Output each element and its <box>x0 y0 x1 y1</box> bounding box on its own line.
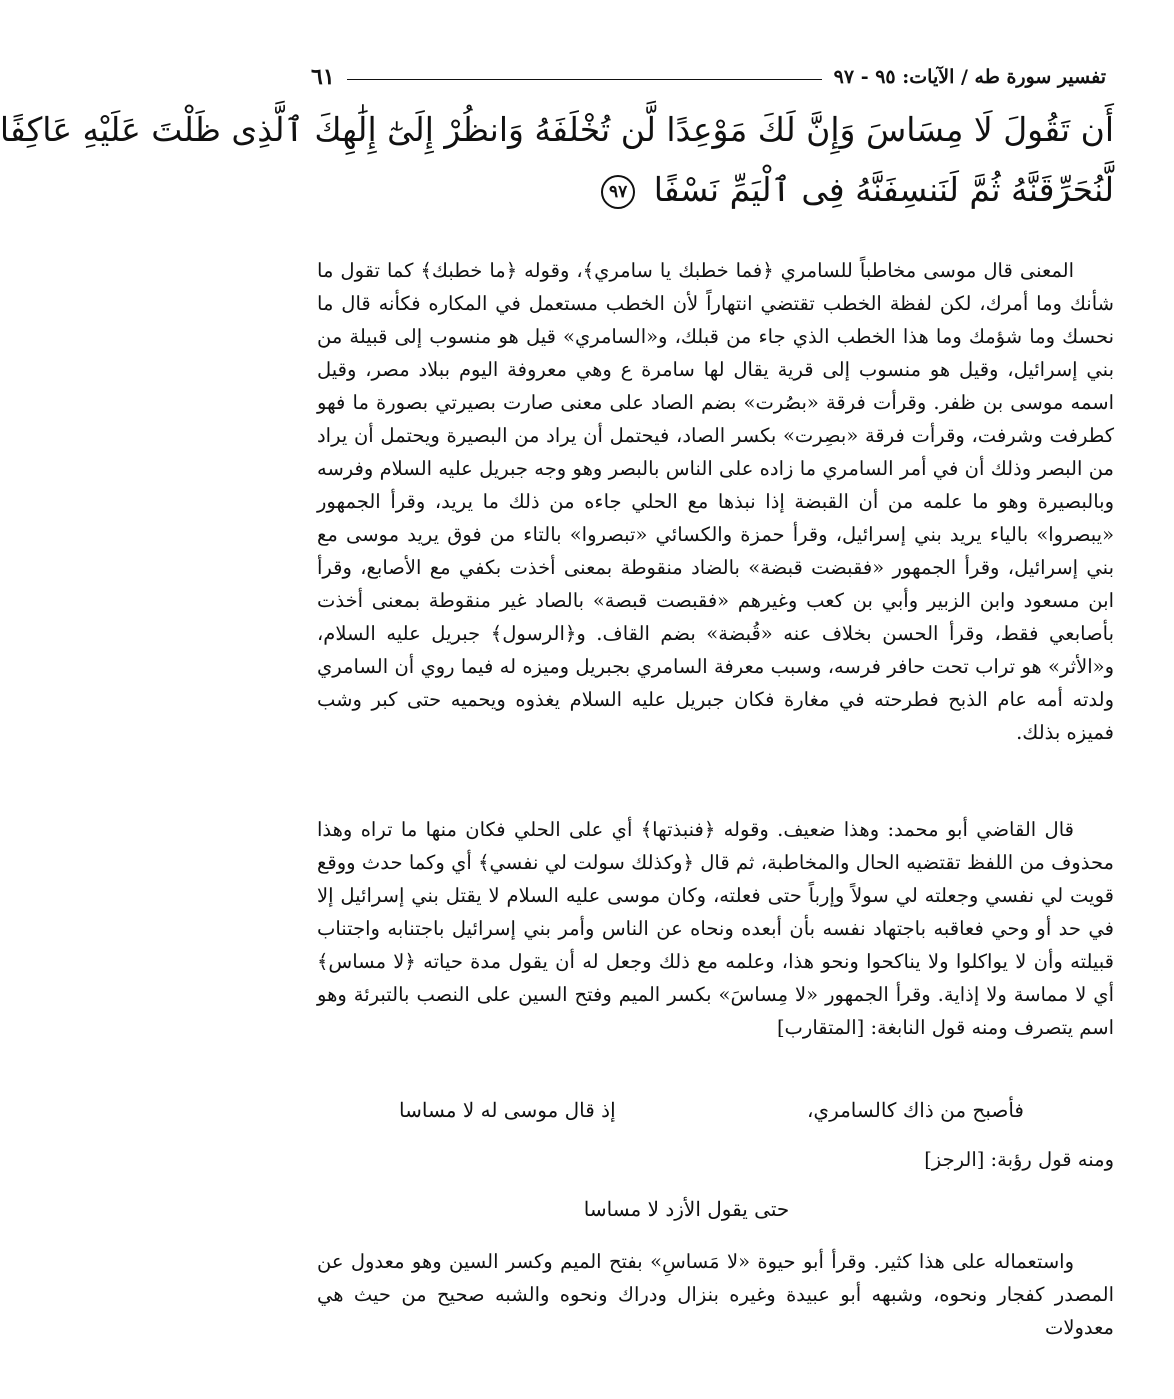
page-number: ٦١ <box>311 64 335 90</box>
verse-line-2-text: لَّنُحَرِّقَنَّهُ ثُمَّ لَنَنسِفَنَّهُ فِى ٱلْيَمِّ نَسْفًا <box>653 170 1114 209</box>
verse-line-1: أَن تَقُولَ لَا مِسَاسَ وَإِنَّ لَكَ مَوْعِدًا لَّن تُخْلَفَهُ وَانظُرْ إِلَىٰٓ إِلَٰهِكَ ٱلَّذِى ظَلْتَ عَلَيْهِ عَاكِفًا <box>0 110 1114 149</box>
verse-line-2 <box>299 160 1114 220</box>
running-title: تفسير سورة طه / الآيات: ٩٥ - ٩٧ <box>833 66 1106 88</box>
poem-verse-ruba: حتى يقول الأزد لا مساسا <box>583 1197 790 1221</box>
ayah-number-marker: ٩٧ <box>601 175 635 209</box>
page-header <box>311 62 1106 92</box>
paragraph-text: المعنى قال موسى مخاطباً للسامري ﴿فما خطبك يا سامري﴾، وقوله ﴿ما خطبك﴾ كما تقول ما شأنك وما أمرك، لكن لفظة الخطب تقتضي انتهاراً لأن الخطب مستعمل في المكاره فكأنه قال ما نحسك وما شؤمك وما هذا الخطب الذي جاء من قبلك، و«السامري» قيل هو منسوب إلى قبيلة من بني إسرائيل، وقيل هو منسوب إلى قرية يقال لها سامرة ع وهي معروفة اليوم ببلاد مصر، وقيل اسمه موسى بن ظفر. وقرأت فرقة «بصُرت» بضم الصاد على معنى صارت بصيرتي بصورة ما فهو كطرفت وشرفت، وقرأت فرقة «بصِرت» بكسر الصاد، فيحتمل أن يراد من البصيرة ويحتمل أن يراد من البصر وذلك أن في أمر السامري ما زاده على الناس بالبصر وهو وجه جبريل عليه السلام وفرسه وبالبصيرة وهو ما علمه من أن القبضة إذا نبذها مع الحلي جاءه من ذلك ما يريد، وقرأ الجمهور «يبصروا» بالياء يريد بني إسرائيل، وقرأ حمزة والكسائي «تبصروا» بالتاء من فوق يريد موسى مع بني إسرائيل، وقرأ الجمهور «فقبضت قبضة» بالضاد منقوطة بمعنى أخذت بكفي مع الأصابع، وقرأ ابن مسعود وابن الزبير وأبي بن كعب وغيرهم «فقبصت قبصة» بالصاد غير منقوطة بمعنى أخذت بأصابعي فقط، وقرأ الحسن بخلاف عنه «قُبضة» بضم القاف. و﴿الرسول﴾ جبريل عليه السلام، و«الأثر» هو تراب تحت حافر فرسه، وسبب معرفة السامري بجبريل وميزه له فيما روي أن السامري ولدته أمه عام الذبح فطرحته في مغارة فكان جبريل عليه السلام يغذوه ويحميه حتى كبر وشب فميزه بذلك. <box>317 259 1114 744</box>
poem-hemistich-2: إذ قال موسى له لا مساسا <box>399 1098 616 1122</box>
header-rule <box>347 79 822 80</box>
commentary-paragraph-3 <box>317 1245 1114 1344</box>
paragraph-text: قال القاضي أبو محمد: وهذا ضعيف. وقوله ﴿فنبذتها﴾ أي على الحلي فكان منها ما تراه وهذا محذوف من اللفظ تقتضيه الحال والمخاطبة، ثم قال ﴿وكذلك سولت لي نفسي﴾ أي وكما حدث ووقع قويت لي نفسي وجعلته لي سولاً وإرباً حتى فعلته، وكان موسى عليه السلام لا يقتل بني إسرائيل إلا في حد أو وحي فعاقبه باجتهاد نفسه بأن أبعده ونحاه عن الناس وأمر بني إسرائيل باجتنابه واجتناب قبيلته وأن لا يواكلوا ولا يناكحوا ونحو هذا، وعلمه مع ذلك وجعل له أن يقول مدة حياته ﴿لا مساس﴾ أي لا مماسة ولا إذاية. وقرأ الجمهور «لا مِساسَ» بكسر الميم وفتح السين على النصب بالتبرئة وهو اسم يتصرف ومنه قول النابغة: [المتقارب] <box>317 818 1114 1039</box>
poem-verse-nabigha <box>399 1098 1024 1122</box>
commentary-paragraph-1 <box>317 254 1114 749</box>
commentary-paragraph-2 <box>317 813 1114 1044</box>
poem-hemistich-1: فأصبح من ذاك كالسامري، <box>806 1098 1024 1122</box>
quran-verse <box>0 100 1114 220</box>
poem-intro-ruba: ومنه قول رؤبة: [الرجز] <box>924 1148 1114 1171</box>
paragraph-text: واستعماله على هذا كثير. وقرأ أبو حيوة «لا مَساسِ» بفتح الميم وكسر السين وهو معدول عن المصدر كفجار ونحوه، وشبهه أبو عبيدة وغيره بنزال ودراك ونحوه والشبه صحيح من حيث هي معدولات <box>317 1250 1114 1339</box>
